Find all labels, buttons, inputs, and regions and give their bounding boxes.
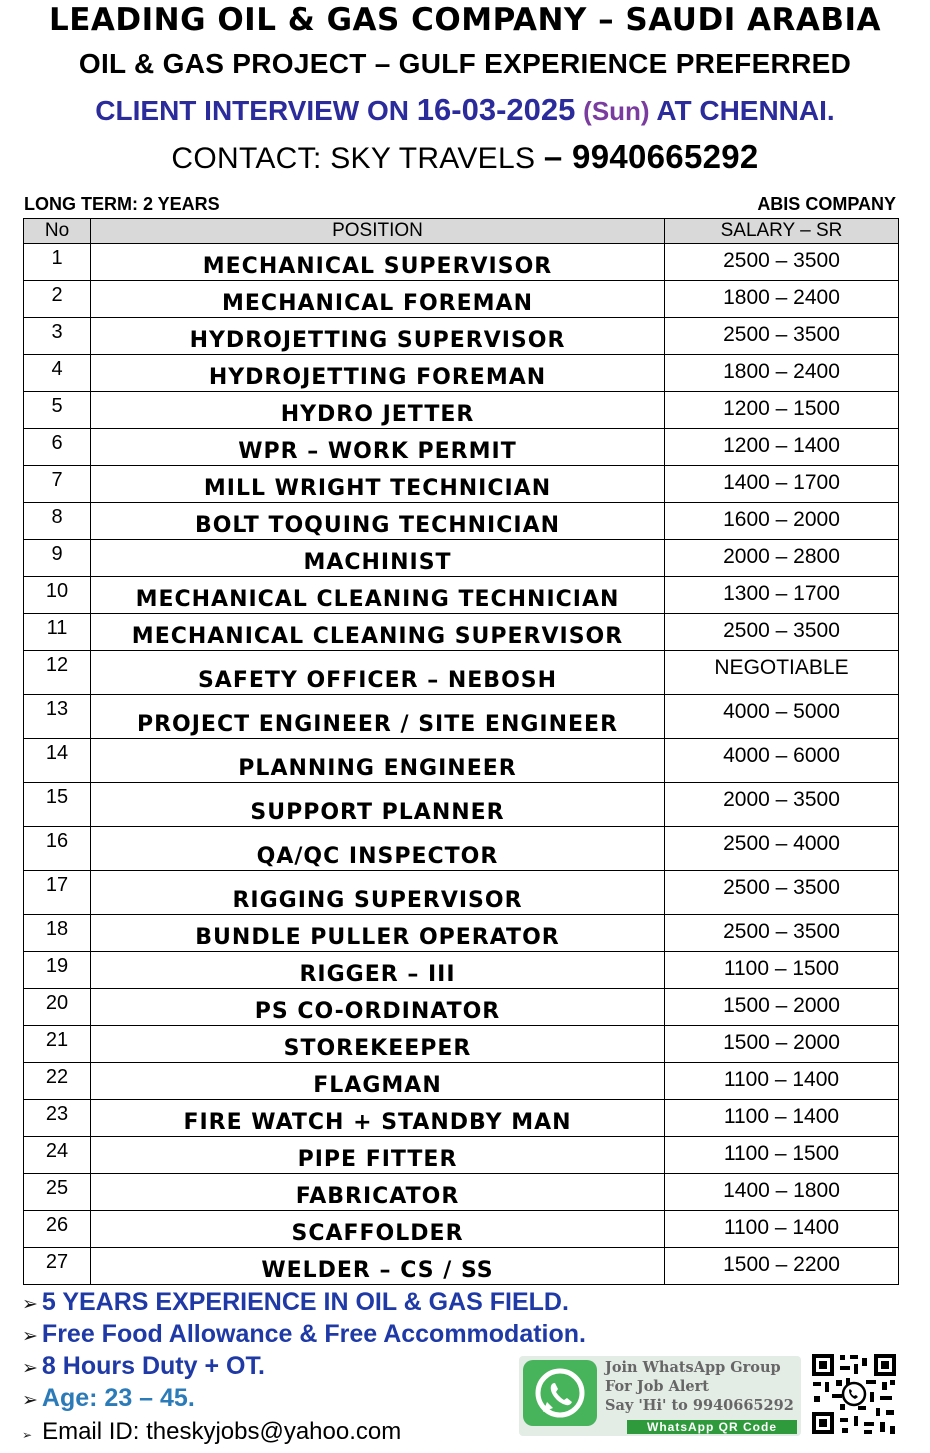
row-salary: 1500 – 2000 [665, 1026, 899, 1063]
whatsapp-text [605, 1358, 794, 1415]
company-name: ABIS COMPANY [757, 194, 896, 214]
headline-contact [0, 138, 930, 176]
row-number: 1 [24, 244, 91, 281]
row-number: 22 [24, 1063, 91, 1100]
bullet-age [22, 1384, 195, 1413]
row-salary: 1500 – 2200 [665, 1248, 899, 1285]
row-position: SCAFFOLDER [91, 1211, 665, 1248]
row-salary: 1100 – 1500 [665, 952, 899, 989]
row-position: STOREKEEPER [91, 1026, 665, 1063]
row-number: 20 [24, 989, 91, 1026]
arrow-icon: ➢ [22, 1326, 38, 1347]
table-row [24, 503, 899, 540]
table-row [24, 783, 899, 827]
table-row [24, 871, 899, 915]
row-number: 21 [24, 1026, 91, 1063]
table-row [24, 1137, 899, 1174]
row-position: MECHANICAL SUPERVISOR [91, 244, 665, 281]
row-salary: 2500 – 3500 [665, 244, 899, 281]
row-number: 19 [24, 952, 91, 989]
whatsapp-line-3: Say 'Hi' to 9940665292 [605, 1397, 794, 1414]
header-salary: SALARY – SR [665, 219, 899, 244]
bullet-text: Age: 23 – 45. [41, 1384, 195, 1412]
table-row [24, 827, 899, 871]
interview-day: (Sun) [583, 96, 650, 126]
row-position: FLAGMAN [91, 1063, 665, 1100]
row-position: PLANNING ENGINEER [91, 739, 665, 783]
row-salary: 1800 – 2400 [665, 281, 899, 318]
contact-phone: – 9940665292 [543, 138, 759, 175]
row-position: FABRICATOR [91, 1174, 665, 1211]
row-salary: 1500 – 2000 [665, 989, 899, 1026]
bullet-text: Free Food Allowance & Free Accommodation. [41, 1320, 586, 1348]
qr-code-icon[interactable] [810, 1352, 898, 1436]
row-salary: NEGOTIABLE [665, 651, 899, 695]
row-salary: 1100 – 1400 [665, 1100, 899, 1137]
row-number: 26 [24, 1211, 91, 1248]
row-salary: 2000 – 3500 [665, 783, 899, 827]
row-number: 25 [24, 1174, 91, 1211]
row-position: PROJECT ENGINEER / SITE ENGINEER [91, 695, 665, 739]
row-number: 23 [24, 1100, 91, 1137]
row-position: QA/QC INSPECTOR [91, 827, 665, 871]
row-salary: 1300 – 1700 [665, 577, 899, 614]
table-row [24, 429, 899, 466]
row-number: 17 [24, 871, 91, 915]
arrow-icon: ➢ [22, 1294, 38, 1315]
row-salary: 1100 – 1500 [665, 1137, 899, 1174]
contract-term: LONG TERM: 2 YEARS [24, 194, 220, 214]
row-number: 5 [24, 392, 91, 429]
table-row [24, 915, 899, 952]
row-salary: 4000 – 5000 [665, 695, 899, 739]
table-row [24, 739, 899, 783]
headline-interview [0, 92, 930, 128]
interview-prefix: CLIENT INTERVIEW ON [95, 95, 417, 126]
headline-company: LEADING OIL & GAS COMPANY – SAUDI ARABIA [48, 2, 882, 38]
table-row [24, 540, 899, 577]
row-salary: 1400 – 1700 [665, 466, 899, 503]
row-salary: 4000 – 6000 [665, 739, 899, 783]
row-number: 11 [24, 614, 91, 651]
row-number: 15 [24, 783, 91, 827]
row-position: MECHANICAL FOREMAN [91, 281, 665, 318]
row-salary: 1100 – 1400 [665, 1063, 899, 1100]
interview-date: 16-03-2025 [416, 92, 576, 127]
table-row [24, 392, 899, 429]
header-no: No [24, 219, 91, 244]
row-position: WPR – WORK PERMIT [91, 429, 665, 466]
row-salary: 1100 – 1400 [665, 1211, 899, 1248]
row-position: PS CO-ORDINATOR [91, 989, 665, 1026]
row-number: 8 [24, 503, 91, 540]
row-salary: 2500 – 3500 [665, 871, 899, 915]
table-row [24, 989, 899, 1026]
arrow-icon: ➢ [22, 1390, 38, 1411]
whatsapp-line-1: Join WhatsApp Group [605, 1359, 781, 1376]
table-row [24, 1211, 899, 1248]
whatsapp-qr-tag: WhatsApp QR Code [627, 1420, 797, 1434]
positions-table [23, 218, 899, 1285]
row-salary: 1800 – 2400 [665, 355, 899, 392]
row-salary: 2500 – 3500 [665, 614, 899, 651]
row-salary: 2500 – 3500 [665, 318, 899, 355]
row-position: MECHANICAL CLEANING TECHNICIAN [91, 577, 665, 614]
contact-label: CONTACT: SKY TRAVELS [171, 142, 544, 175]
table-row [24, 952, 899, 989]
row-number: 2 [24, 281, 91, 318]
row-salary: 2500 – 3500 [665, 915, 899, 952]
row-number: 3 [24, 318, 91, 355]
row-number: 27 [24, 1248, 91, 1285]
row-position: RIGGING SUPERVISOR [91, 871, 665, 915]
row-position: MILL WRIGHT TECHNICIAN [91, 466, 665, 503]
whatsapp-icon [523, 1360, 597, 1426]
table-row [24, 651, 899, 695]
headline-project: OIL & GAS PROJECT – GULF EXPERIENCE PREFERRED [78, 48, 852, 79]
row-number: 7 [24, 466, 91, 503]
table-header-row [24, 219, 899, 244]
row-number: 18 [24, 915, 91, 952]
row-position: PIPE FITTER [91, 1137, 665, 1174]
table-row [24, 1026, 899, 1063]
bullet-experience [22, 1288, 569, 1317]
row-position: RIGGER – III [91, 952, 665, 989]
row-position: MACHINIST [91, 540, 665, 577]
bullet-food [22, 1320, 586, 1349]
bullet-email [22, 1418, 401, 1446]
table-row [24, 577, 899, 614]
table-row [24, 466, 899, 503]
whatsapp-banner[interactable] [519, 1356, 801, 1436]
row-position: HYDROJETTING SUPERVISOR [91, 318, 665, 355]
email-link[interactable]: Email ID: theskyjobs@yahoo.com [42, 1418, 402, 1445]
row-position: HYDROJETTING FOREMAN [91, 355, 665, 392]
row-number: 14 [24, 739, 91, 783]
row-salary: 1400 – 1800 [665, 1174, 899, 1211]
bullet-text: 5 YEARS EXPERIENCE IN OIL & GAS FIELD. [41, 1288, 569, 1316]
row-number: 6 [24, 429, 91, 466]
row-number: 13 [24, 695, 91, 739]
row-number: 9 [24, 540, 91, 577]
row-number: 10 [24, 577, 91, 614]
table-row [24, 318, 899, 355]
row-number: 24 [24, 1137, 91, 1174]
table-row [24, 355, 899, 392]
row-position: MECHANICAL CLEANING SUPERVISOR [91, 614, 665, 651]
whatsapp-line-2: For Job Alert [605, 1378, 709, 1395]
row-number: 16 [24, 827, 91, 871]
row-position: SAFETY OFFICER – NEBOSH [91, 651, 665, 695]
row-position: WELDER – CS / SS [91, 1248, 665, 1285]
table-body [24, 244, 899, 1285]
row-position: HYDRO JETTER [91, 392, 665, 429]
row-salary: 2500 – 4000 [665, 827, 899, 871]
row-position: BUNDLE PULLER OPERATOR [91, 915, 665, 952]
bullet-duty [22, 1352, 265, 1381]
row-number: 12 [24, 651, 91, 695]
row-salary: 2000 – 2800 [665, 540, 899, 577]
row-position: BOLT TOQUING TECHNICIAN [91, 503, 665, 540]
table-row [24, 281, 899, 318]
table-row [24, 614, 899, 651]
row-position: SUPPORT PLANNER [91, 783, 665, 827]
bullet-text: 8 Hours Duty + OT. [41, 1352, 265, 1380]
row-position: FIRE WATCH + STANDBY MAN [91, 1100, 665, 1137]
arrow-icon: ➢ [22, 1428, 33, 1442]
row-salary: 1200 – 1500 [665, 392, 899, 429]
table-row [24, 695, 899, 739]
header-position: POSITION [91, 219, 665, 244]
row-number: 4 [24, 355, 91, 392]
interview-location: AT CHENNAI. [649, 95, 835, 126]
table-row [24, 1174, 899, 1211]
table-row [24, 1248, 899, 1285]
arrow-icon: ➢ [22, 1358, 38, 1379]
table-row [24, 1100, 899, 1137]
table-row [24, 1063, 899, 1100]
row-salary: 1600 – 2000 [665, 503, 899, 540]
table-row [24, 244, 899, 281]
row-salary: 1200 – 1400 [665, 429, 899, 466]
